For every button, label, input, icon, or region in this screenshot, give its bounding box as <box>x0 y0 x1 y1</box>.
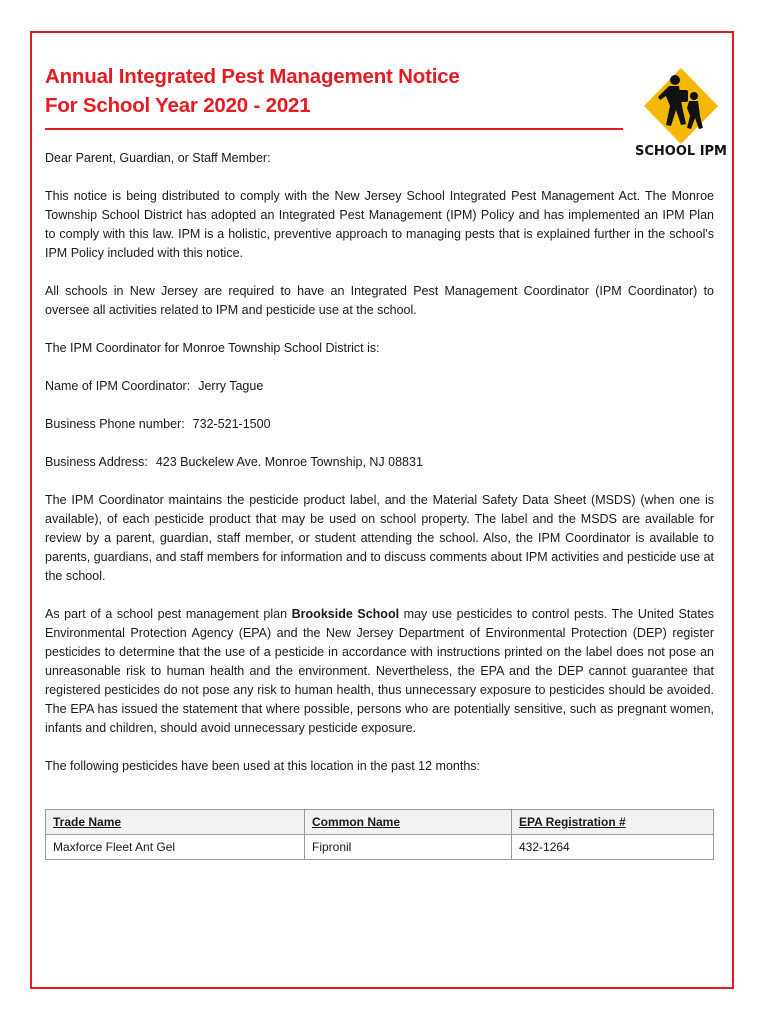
coordinator-name-value: Jerry Tague <box>198 379 264 393</box>
paragraph-intro: This notice is being distributed to comply with the New Jersey School Integrated Pest Management Act. The Monroe Township School District has adopted an Integrated Pest Management (IPM) Policy and has implemented an IPM Plan to comply with this law. IPM is a holistic, preventive approach to managing pests that is explained further in the school's IPM Policy included with this notice. <box>45 189 714 260</box>
notice-body <box>45 149 714 795</box>
header-epa-registration: EPA Registration # <box>512 810 714 835</box>
header-common-name: Common Name <box>305 810 512 835</box>
paragraph-coordinator-requirement: All schools in New Jersey are required to have an Integrated Pest Management Coordinator (IPM Coordinator) to oversee all activities related to IPM and pesticide use at the school. <box>45 284 714 317</box>
paragraph-coordinator-intro: The IPM Coordinator for Monroe Township School District is: <box>45 341 380 355</box>
cell-epa-registration: 432-1264 <box>512 835 714 860</box>
paragraph-epa <box>45 605 714 738</box>
cell-trade-name: Maxforce Fleet Ant Gel <box>46 835 305 860</box>
phone-value: 732-521-1500 <box>192 417 271 431</box>
salutation: Dear Parent, Guardian, or Staff Member: <box>45 151 271 165</box>
cell-common-name: Fipronil <box>305 835 512 860</box>
table-row <box>46 835 714 860</box>
phone-line <box>45 415 714 434</box>
phone-label: Business Phone number: <box>45 417 185 431</box>
table-header-row <box>46 810 714 835</box>
title-underline <box>45 128 623 130</box>
paragraph-pesticides-used: The following pesticides have been used at this location in the past 12 months: <box>45 759 480 773</box>
address-line <box>45 453 714 472</box>
address-label: Business Address: <box>45 455 148 469</box>
paragraph-msds: The IPM Coordinator maintains the pesticide product label, and the Material Safety Data Sheet (MSDS) (when one is available), of each pesticide product that may be used on school property. The label and the MSDS are available for review by a parent, guardian, staff member, or student attending the school. Also, the IPM Coordinator is available to parents, guardians, and staff members for information and to discuss comments about IPM activities and pesticide use at the school. <box>45 493 714 583</box>
title-line-2: For School Year 2020 - 2021 <box>45 94 311 117</box>
notice-title <box>45 62 625 120</box>
title-line-1: Annual Integrated Pest Management Notice <box>45 65 460 88</box>
coordinator-name-line <box>45 377 714 396</box>
logo-text: SCHOOL IPM <box>635 144 727 159</box>
paragraph-epa-rest: may use pesticides to control pests. The United States Environmental Protection Agency (EPA) and the New Jersey Department of Environmental Protection (DEP) register pesticides to determine that the use of a pesticide in accordance with instructions printed on the label does not pose an unreasonable risk to human health and the environment. Nevertheless, the EPA and the DEP cannot guarantee that registered pesticides do not pose any risk to human health, thus unnecessary exposure to pesticides should be avoided. The EPA has issued the statement that where possible, persons who are potentially sensitive, such as pregnant women, infants and children, should avoid unnecessary pesticide exposure. <box>45 607 714 735</box>
school-ipm-logo <box>635 66 727 159</box>
school-name: Brookside School <box>291 607 400 621</box>
pesticide-table <box>45 809 714 860</box>
header-trade-name: Trade Name <box>46 810 305 835</box>
paragraph-epa-start: As part of a school pest management plan <box>45 607 292 621</box>
address-value: 423 Buckelew Ave. Monroe Township, NJ 08831 <box>155 455 423 469</box>
coordinator-name-label: Name of IPM Coordinator: <box>45 379 191 393</box>
